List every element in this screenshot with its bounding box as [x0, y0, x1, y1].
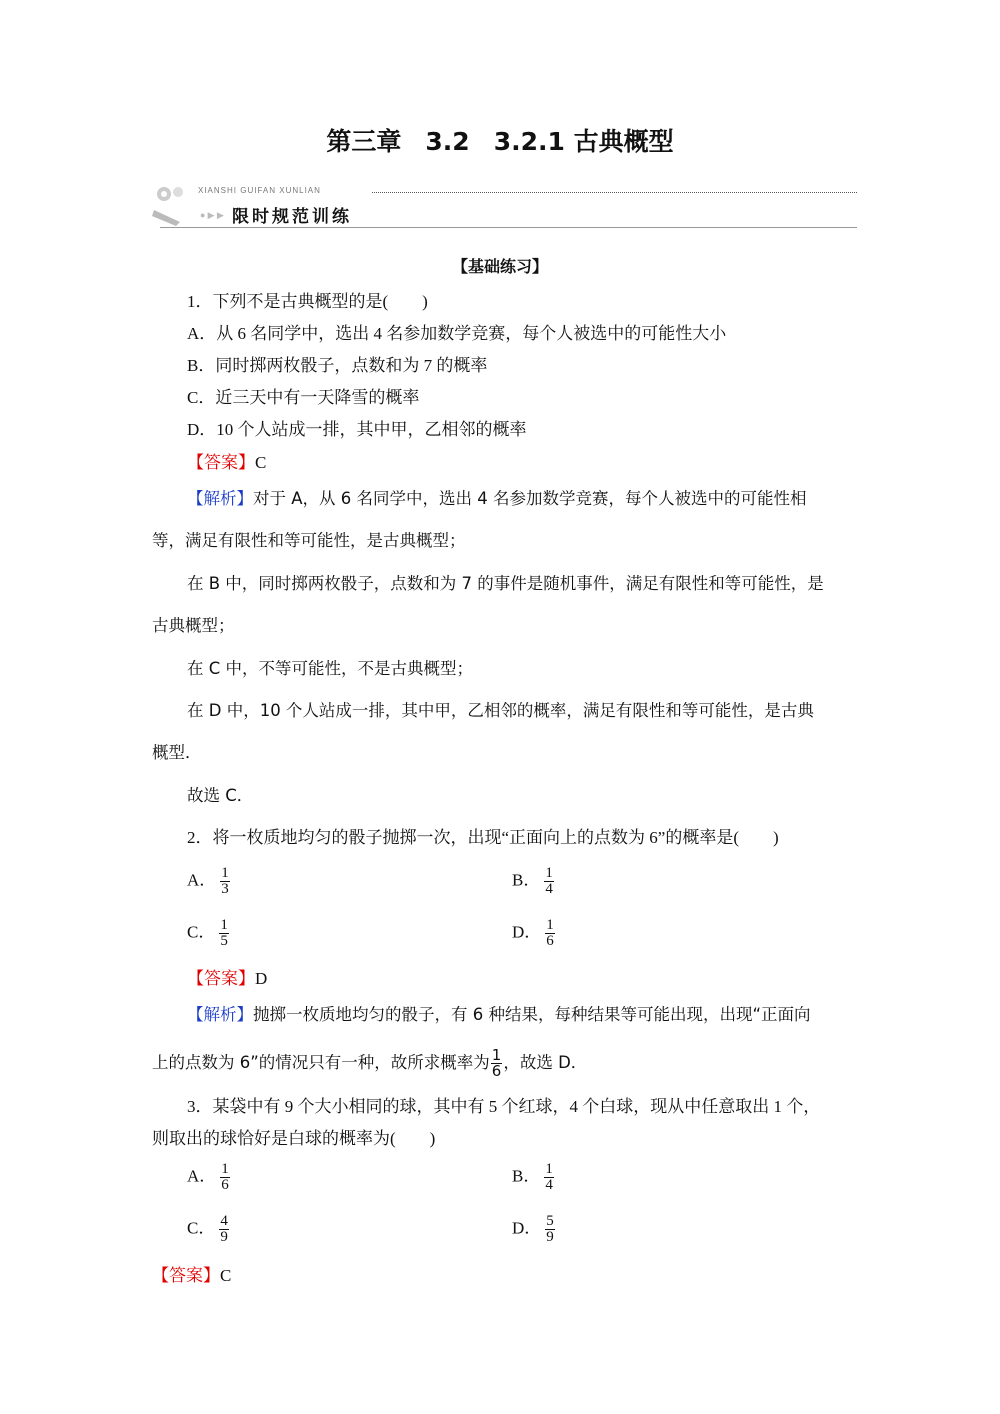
q1-option-c: C．近三天中有一天降雪的概率 — [187, 388, 420, 407]
q1-option-b: B．同时掷两枚骰子，点数和为 7 的概率 — [187, 356, 488, 375]
gears-logo-icon — [150, 182, 194, 226]
q2-stem: 2．将一枚质地均匀的骰子抛掷一次，出现“正面向上的点数为 6”的概率是( ) — [187, 828, 779, 847]
q2-analysis: 【解析】抛掷一枚质地均匀的骰子，有 6 种结果，每种结果等可能出现，出现“正面向 — [187, 1005, 811, 1024]
q1-option-a: A．从 6 名同学中，选出 4 名参加数学竞赛，每个人被选中的可能性大小 — [187, 324, 727, 343]
q1-analysis: 【解析】对于 A，从 6 名同学中，选出 4 名参加数学竞赛，每个人被选中的可能性相 — [187, 489, 807, 508]
q3-option-d: D． $\frac{5}{9}$ — [512, 1213, 554, 1245]
q2-option-d: D． $\frac{1}{6}$ — [512, 917, 554, 949]
q2-option-c: C． $\frac{1}{5}$ — [187, 917, 228, 949]
section-heading: 【基础练习】 — [451, 257, 548, 276]
fraction: $\frac{5}{9}$ — [546, 1213, 554, 1245]
q1-option-d: D．10 个人站成一排，其中甲，乙相邻的概率 — [187, 420, 527, 439]
q1-analysis-line: 故选 C． — [187, 786, 254, 805]
fraction: $\frac{1}{5}$ — [220, 917, 228, 949]
q2-answer: 【答案】D — [187, 969, 268, 989]
arrows-icon: ● ▶ ▶ — [200, 210, 224, 220]
q1-analysis-line: 在 C 中，不等可能性，不是古典概型； — [187, 659, 474, 678]
dotted-rule — [372, 192, 857, 193]
q1-analysis-line: 在 B 中，同时掷两枚骰子，点数和为 7 的事件是随机事件，满足有限性和等可能性，是 — [187, 574, 824, 593]
section-banner: XIANSHI GUIFAN XUNLIAN ● ▶ ▶ 限时规范训练 — [150, 180, 857, 230]
fraction: $\frac{1}{3}$ — [221, 865, 229, 897]
q3-option-b: B． $\frac{1}{4}$ — [512, 1161, 553, 1193]
q1-stem: 1．下列不是古典概型的是( ) — [187, 292, 428, 311]
page-title: 第三章 3.2 3.2.1 古典概型 — [326, 127, 674, 156]
fraction: $\frac{4}{9}$ — [220, 1213, 228, 1245]
fraction: $\frac{1}{6}$ — [491, 1046, 502, 1080]
fraction: $\frac{1}{4}$ — [545, 1161, 553, 1193]
fraction: $\frac{1}{6}$ — [221, 1161, 229, 1193]
q3-answer: 【答案】C — [152, 1266, 232, 1286]
q3-stem-line: 则取出的球恰好是白球的概率为( ) — [152, 1129, 436, 1148]
fraction: $\frac{1}{4}$ — [545, 865, 553, 897]
fraction: $\frac{1}{6}$ — [546, 917, 554, 949]
q1-answer: 【答案】C — [187, 453, 267, 473]
q2-analysis-line: 上的点数为 6”的情况只有一种，故所求概率为 $\frac{1}{6}$ ，故选 D． — [152, 1046, 588, 1080]
q1-analysis-line: 古典概型； — [152, 616, 235, 635]
q1-analysis-line: 等，满足有限性和等可能性，是古典概型； — [152, 531, 466, 550]
q3-option-a: A． $\frac{1}{6}$ — [187, 1161, 229, 1193]
q1-analysis-line: 在 D 中，10 个人站成一排，其中甲，乙相邻的概率，满足有限性和等可能性，是古典 — [187, 701, 814, 720]
q2-option-a: A． $\frac{1}{3}$ — [187, 865, 229, 897]
q3-option-c: C． $\frac{4}{9}$ — [187, 1213, 228, 1245]
q1-analysis-line: 概型． — [152, 743, 202, 762]
q3-stem: 3．某袋中有 9 个大小相同的球，其中有 5 个红球，4 个白球，现从中任意取出 1 个， — [187, 1097, 821, 1116]
banner-rule — [160, 227, 857, 228]
q2-option-b: B． $\frac{1}{4}$ — [512, 865, 553, 897]
